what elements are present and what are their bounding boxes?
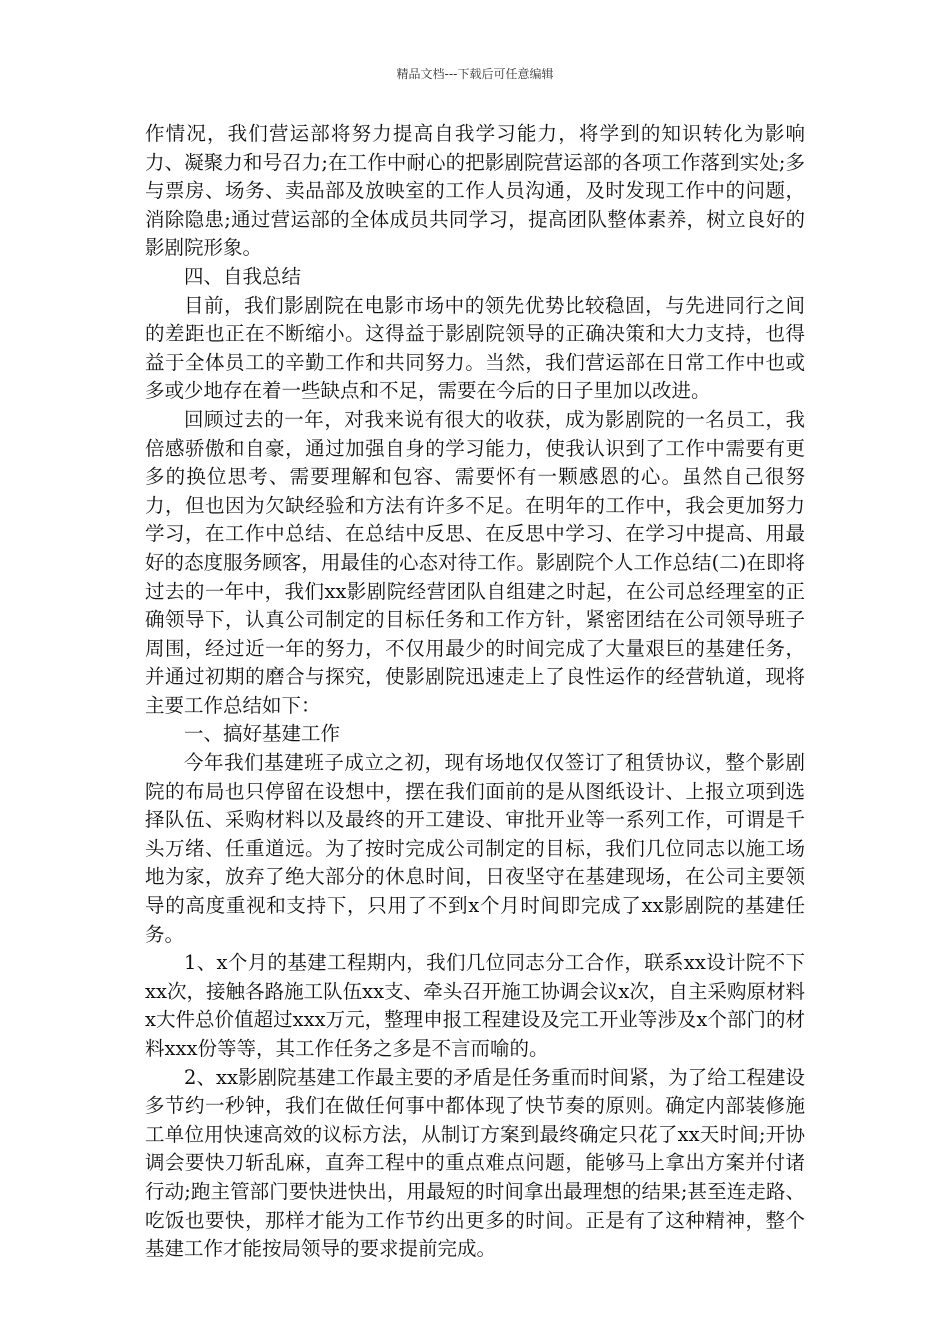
page-header: 精品文档---下载后可任意编辑	[396, 67, 554, 81]
paragraph: 今年我们基建班子成立之初，现有场地仅仅签订了租赁协议，整个影剧院的布局也只停留在设想中，摆在我们面前的是从图纸设计、上报立项到选择队伍、采购材料以及最终的开工建设、审批开业等一系列工作，可谓是千头万绪、任重道远。为了按时完成公司制定的目标，我们几位同志以施工场地为家，放弃了绝大部分的休息时间，日夜坚守在基建现场，在公司主要领导的高度重视和支持下，只用了不到x个月时间即完成了xx影剧院的基建任务。	[145, 751, 805, 946]
section-heading: 一、搞好基建工作	[184, 722, 341, 746]
paragraph: 2、xx影剧院基建工作最主要的矛盾是任务重而时间紧，为了给工程建设多节约一秒钟，我们在做任何事中都体现了快节奏的原则。确定内部装修施工单位用快速高效的议标方法，从制订方案到最终确定只花了xx天时间;开协调会要快刀斩乱麻，直奔工程中的重点难点问题，能够马上拿出方案并付诸行动;跑主管部门要快进快出，用最短的时间拿出最理想的结果;甚至连走路、吃饭也要快，那样才能为工作节约出更多的时间。正是有了这种精神，整个基建工作才能按局领导的要求提前完成。	[145, 1065, 805, 1261]
paragraph: 回顾过去的一年，对我来说有很大的收获，成为影剧院的一名员工，我倍感骄傲和自豪，通过加强自身的学习能力，使我认识到了工作中需要有更多的换位思考、需要理解和包容、需要怀有一颗感恩的心。虽然自己很努力，但也因为欠缺经验和方法有许多不足。在明年的工作中，我会更加努力学习，在工作中总结、在总结中反思、在反思中学习、在学习中提高、用最好的态度服务顾客，用最佳的心态对待工作。影剧院个人工作总结(二)在即将过去的一年中，我们xx影剧院经营团队自组建之时起，在公司总经理室的正确领导下，认真公司制定的目标任务和工作方针，紧密团结在公司领导班子周围，经过近一年的努力，不仅用最少的时间完成了大量艰巨的基建任务，并通过初期的磨合与探究，使影剧院迅速走上了良性运作的经营轨道，现将主要工作总结如下：	[145, 407, 805, 717]
document-body	[145, 120, 805, 1264]
paragraph: 1、x个月的基建工程期内，我们几位同志分工合作，联系xx设计院不下xx次，接触各路施工队伍xx支、牵头召开施工协调会议x次，自主采购原材料x大件总价值超过xxx万元，整理申报工程建设及完工开业等涉及x个部门的材料xxx份等等，其工作任务之多是不言而喻的。	[145, 951, 805, 1060]
paragraph: 作情况，我们营运部将努力提高自我学习能力，将学到的知识转化为影响力、凝聚力和号召力;在工作中耐心的把影剧院营运部的各项工作落到实处;多与票房、场务、卖品部及放映室的工作人员沟通，及时发现工作中的问题，消除隐患;通过营运部的全体成员共同学习，提高团队整体素养，树立良好的影剧院形象。	[145, 122, 805, 260]
section-heading: 四、自我总结	[184, 264, 302, 288]
paragraph: 目前，我们影剧院在电影市场中的领先优势比较稳固，与先进同行之间的差距也正在不断缩小。这得益于影剧院领导的正确决策和大力支持，也得益于全体员工的辛勤工作和共同努力。当然，我们营运部在日常工作中也或多或少地存在着一些缺点和不足，需要在今后的日子里加以改进。	[145, 293, 805, 403]
